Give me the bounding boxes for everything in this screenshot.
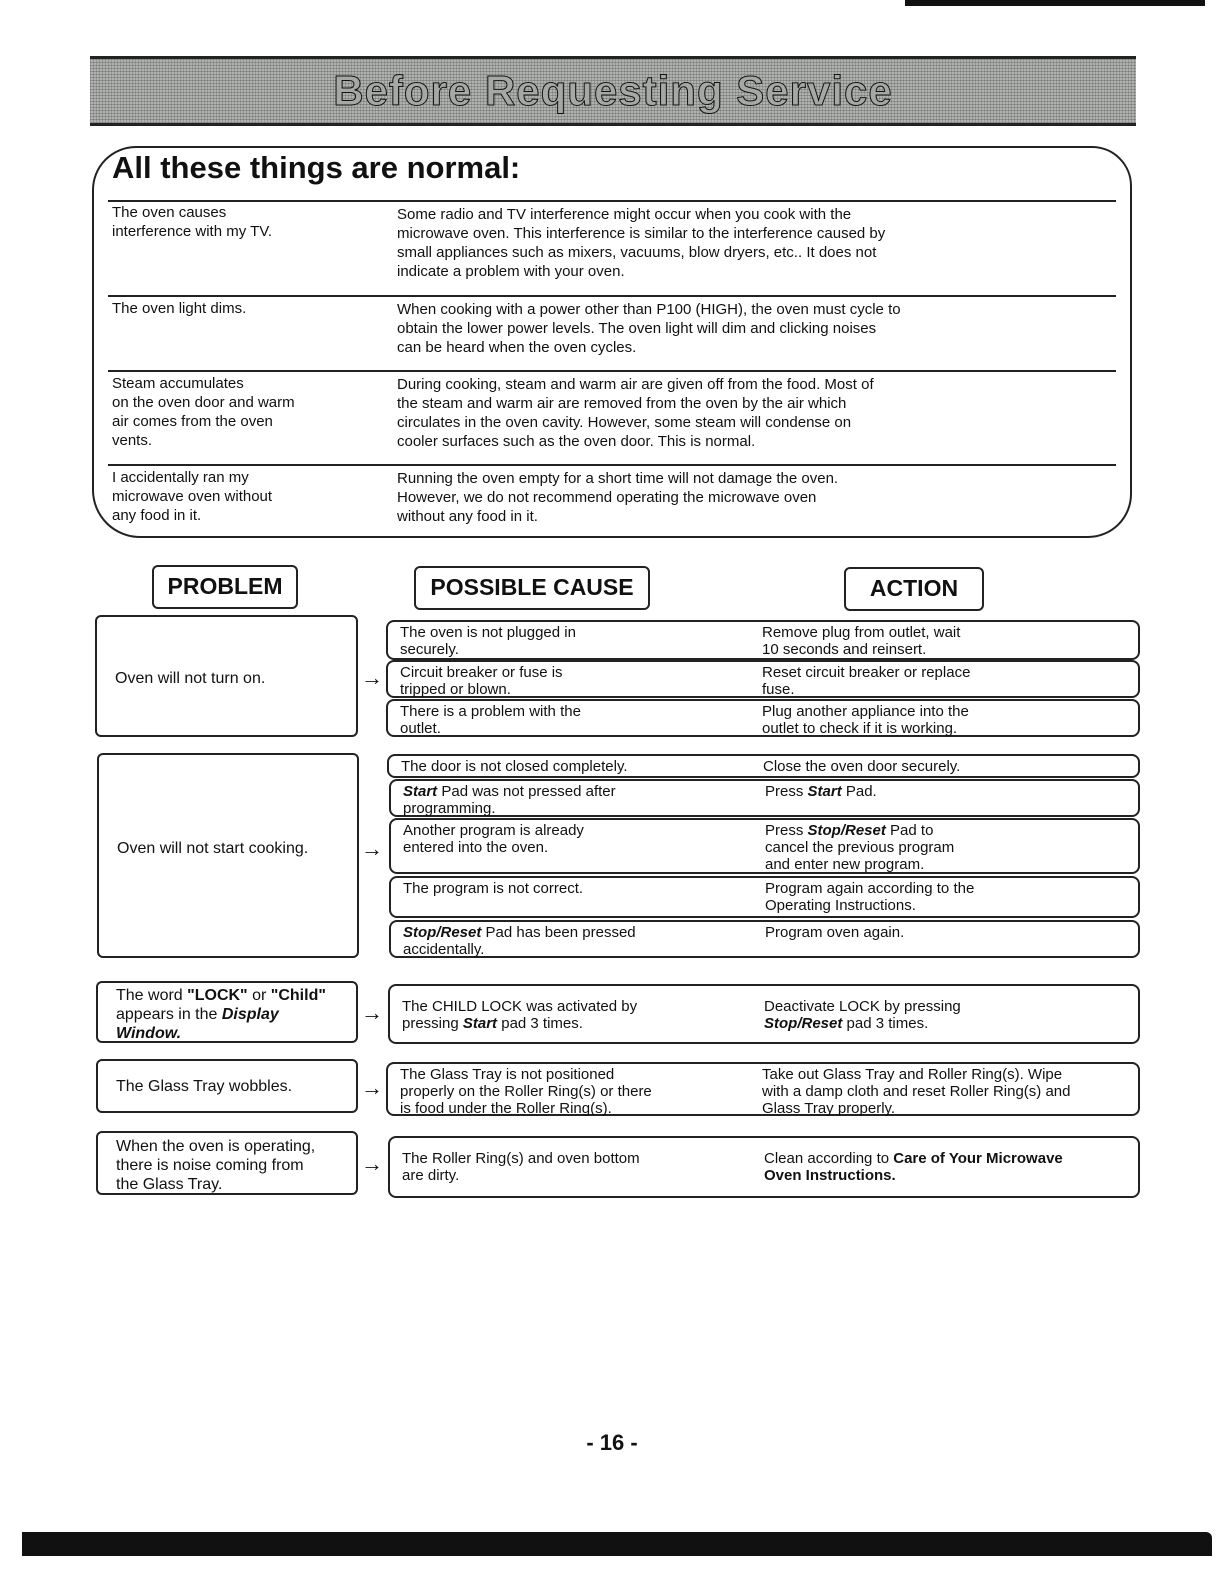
problem-box: The word "LOCK" or "Child" appears in the Display Window.	[96, 981, 358, 1043]
cause-row: Circuit breaker or fuse is tripped or blown. Reset circuit breaker or replace fuse.	[386, 660, 1140, 698]
normal-divider	[108, 464, 1116, 466]
normal-answer-3: During cooking, steam and warm air are given off from the food. Most of the steam and warm air are removed from the oven by the air which circulates in the oven cavity. However, some steam will condense on cooler surfaces such as the oven door. This is normal.	[397, 376, 874, 450]
problem-box: Oven will not turn on.	[95, 615, 358, 737]
normal-problem-4: I accidentally ran my microwave oven without any food in it.	[112, 469, 273, 524]
cause-row: Start Pad was not pressed after programming. Press Start Pad.	[389, 779, 1140, 817]
arrow-icon: →	[361, 1000, 383, 1025]
cause-row: Stop/Reset Pad has been pressed accidentally. Program oven again.	[389, 920, 1140, 958]
cause-row: There is a problem with the outlet. Plug another appliance into the outlet to check if it is working.	[386, 699, 1140, 737]
top-decorative-rule	[905, 0, 1205, 6]
problem-box: The Glass Tray wobbles.	[96, 1059, 358, 1113]
cause-row: The Glass Tray is not positioned properly on the Roller Ring(s) or there is food under the Roller Ring(s). Take out Glass Tray and Roller Ring(s). Wipe with a damp cloth and reset Roller Ring(s) and Glass Tray properly.	[386, 1062, 1140, 1116]
normal-answer-1: Some radio and TV interference might occur when you cook with the microwave oven. This interference is similar to the interference caused by small appliances such as mixers, vacuums, blow dryers, etc.. It does not indicate a problem with your oven.	[397, 206, 886, 280]
problem-box: Oven will not start cooking.	[97, 753, 359, 958]
bottom-decorative-rule	[22, 1532, 1212, 1556]
cause-row: The program is not correct. Program again according to the Operating Instructions.	[389, 876, 1140, 918]
action-header: ACTION	[844, 567, 984, 611]
arrow-icon: →	[361, 1075, 383, 1100]
cause-row: The Roller Ring(s) and oven bottom are dirty. Clean according to Care of Your Microwave Oven Instructions.	[388, 1136, 1140, 1198]
normal-problem-1: The oven causes interference with my TV.	[112, 204, 273, 240]
cause-row: The door is not closed completely. Close the oven door securely.	[387, 754, 1140, 778]
cause-row: The oven is not plugged in securely. Remove plug from outlet, wait 10 seconds and reinsert.	[386, 620, 1140, 660]
normal-answer-4: Running the oven empty for a short time will not damage the oven. However, we do not recommend operating the microwave oven without any food in it.	[397, 470, 839, 525]
cause-row: The CHILD LOCK was activated by pressing Start pad 3 times. Deactivate LOCK by pressing Stop/Reset pad 3 times.	[388, 984, 1140, 1044]
arrow-icon: →	[361, 665, 383, 690]
normal-answer-2: When cooking with a power other than P100 (HIGH), the oven must cycle to obtain the lower power levels. The oven light will dim and clicking noises can be heard when the oven cycles.	[397, 301, 901, 356]
arrow-icon: →	[361, 1151, 383, 1176]
problem-header: PROBLEM	[152, 565, 298, 609]
normal-problem-3: Steam accumulates on the oven door and warm air comes from the oven vents.	[112, 375, 295, 449]
normal-divider	[108, 370, 1116, 372]
page-title: Before Requesting Service	[333, 67, 893, 114]
normal-problem-2: The oven light dims.	[112, 300, 247, 317]
normal-divider	[108, 295, 1116, 297]
normal-divider	[108, 200, 1116, 202]
arrow-icon: →	[361, 836, 383, 861]
cause-row: Another program is already entered into the oven. Press Stop/Reset Pad to cancel the previous program and enter new program.	[389, 818, 1140, 874]
page-number: - 16 -	[586, 1430, 638, 1455]
normal-heading: All these things are normal:	[112, 150, 521, 185]
title-banner	[90, 56, 1136, 126]
problem-box: When the oven is operating, there is noise coming from the Glass Tray.	[96, 1131, 358, 1195]
possible-cause-header: POSSIBLE CAUSE	[414, 566, 650, 610]
